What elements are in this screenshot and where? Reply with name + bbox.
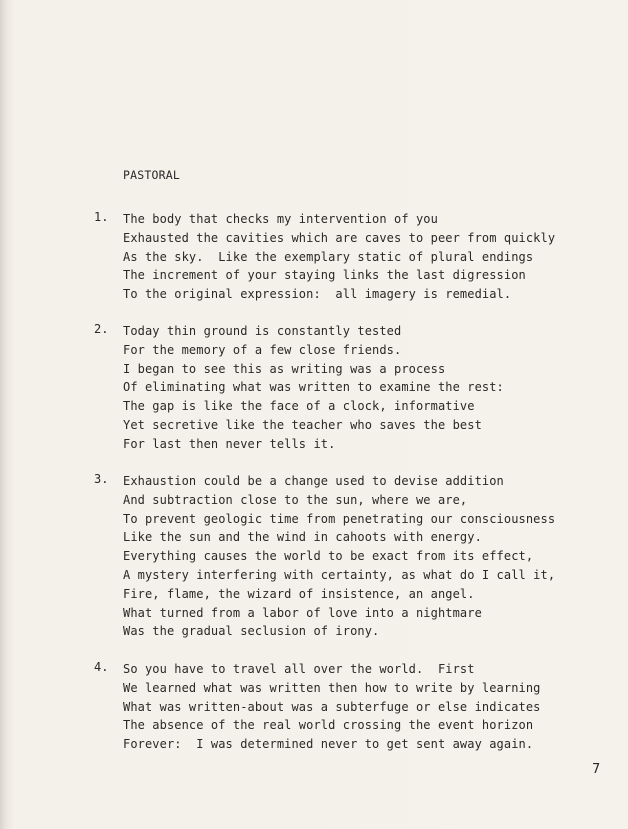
stanza-number: 3. bbox=[94, 472, 109, 486]
poem-line: The absence of the real world crossing the event horizon bbox=[123, 718, 534, 733]
poem-line: The gap is like the face of a clock, informative bbox=[123, 399, 475, 414]
poem-line: The increment of your staying links the last digression bbox=[123, 268, 526, 283]
page-number: 7 bbox=[592, 762, 601, 777]
poem-line: For last then never tells it. bbox=[123, 436, 336, 451]
poem-line: Today thin ground is constantly tested bbox=[123, 324, 402, 338]
poem-line: What was written-about was a subterfuge or else indicates bbox=[123, 699, 541, 714]
poem-line: Forever: I was determined never to get sent away again. bbox=[123, 737, 534, 752]
poem-line: So you have to travel all over the world. First bbox=[123, 662, 475, 676]
poem-title: PASTORAL bbox=[123, 168, 180, 182]
poem-line: To the original expression: all imagery is remedial. bbox=[123, 287, 512, 302]
poem-line: Was the gradual seclusion of irony. bbox=[123, 624, 380, 639]
poem-line: To prevent geologic time from penetrating our consciousness bbox=[123, 511, 556, 526]
poem-line: Yet secretive like the teacher who saves the best bbox=[123, 417, 482, 432]
poem-line: We learned what was written then how to write by learning bbox=[123, 680, 541, 695]
poem-line: Everything causes the world to be exact from its effect, bbox=[123, 549, 534, 564]
stanza-number: 1. bbox=[94, 210, 109, 224]
poem-line: I began to see this as writing was a process bbox=[123, 361, 446, 376]
poem-line: Exhaustion could be a change used to devise addition bbox=[123, 474, 504, 488]
poem-line: For the memory of a few close friends. bbox=[123, 342, 402, 357]
stanza-number: 2. bbox=[94, 322, 109, 336]
poem-line: As the sky. Like the exemplary static of plural endings bbox=[123, 249, 534, 264]
poem-line: Of eliminating what was written to examine the rest: bbox=[123, 380, 504, 395]
poem-line: And subtraction close to the sun, where we are, bbox=[123, 492, 468, 507]
poem-line: A mystery interfering with certainty, as what do I call it, bbox=[123, 567, 556, 582]
poem-line: Like the sun and the wind in cahoots with energy. bbox=[123, 530, 482, 545]
poem-line: The body that checks my intervention of you bbox=[123, 212, 438, 226]
poem-line: Fire, flame, the wizard of insistence, an angel. bbox=[123, 586, 475, 601]
stanza-number: 4. bbox=[94, 660, 109, 674]
poem-line: Exhausted the cavities which are caves to peer from quickly bbox=[123, 230, 556, 245]
poem-line: What turned from a labor of love into a nightmare bbox=[123, 605, 482, 620]
